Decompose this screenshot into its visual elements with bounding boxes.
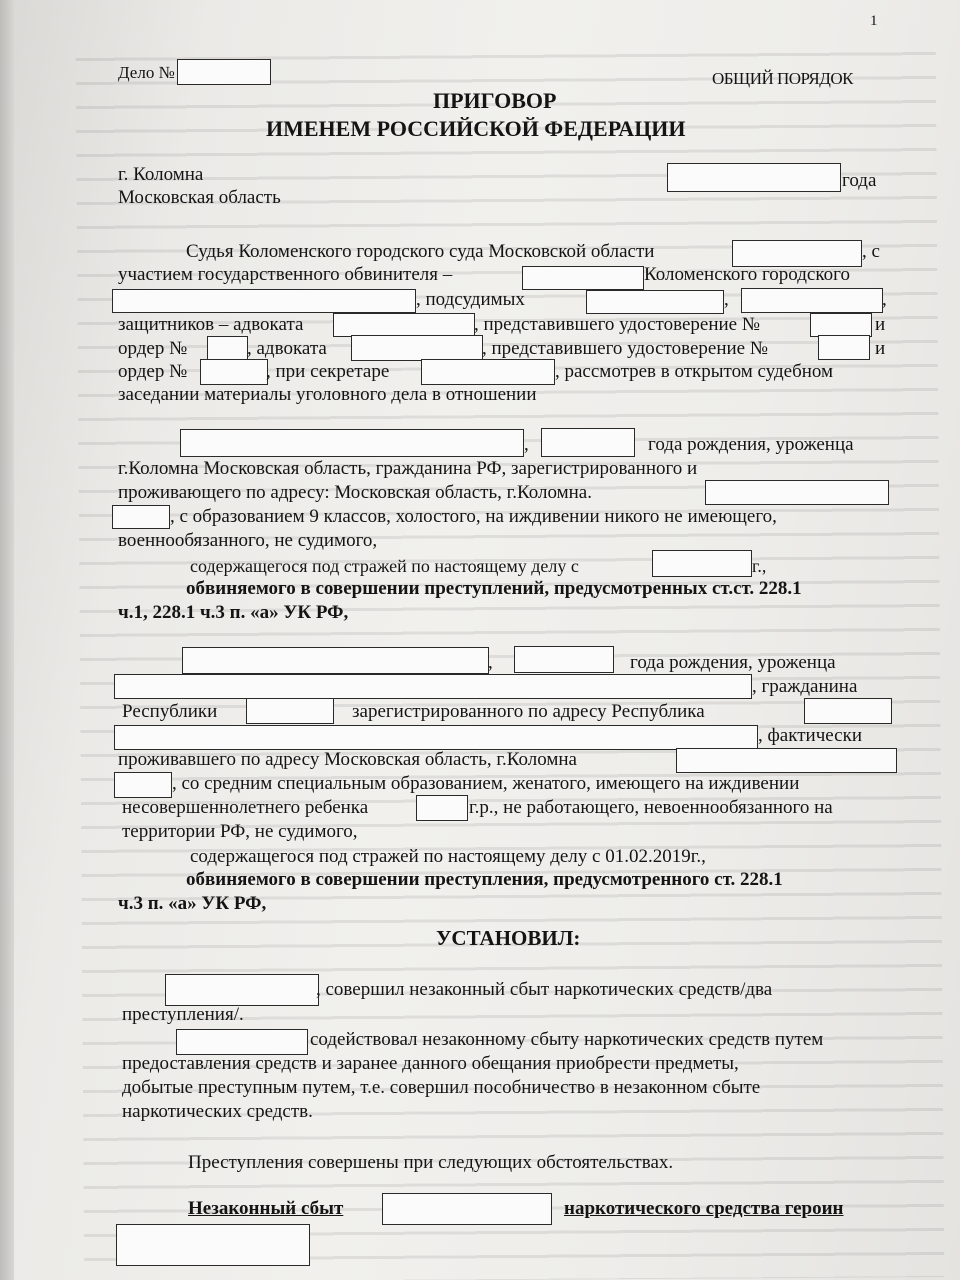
redaction-box xyxy=(382,1193,552,1225)
redaction-box xyxy=(246,698,334,724)
defendant1-line: проживающего по адресу: Московская область, г.Коломна. xyxy=(118,482,592,503)
established-line: предоставления средств и заранее данного обещания приобрести предметы, xyxy=(122,1053,739,1074)
redaction-box xyxy=(114,674,752,699)
established-line: наркотических средств. xyxy=(122,1101,313,1122)
defendant1-line: военнообязанного, не судимого, xyxy=(118,530,378,551)
defendant1-charge: обвиняемого в совершении преступлений, предусмотренных ст.ст. 228.1 xyxy=(186,578,802,599)
intro-line: , подсудимых xyxy=(416,289,525,310)
redaction-box xyxy=(541,428,635,457)
defendant1-line: г.Коломна Московская область, гражданина РФ, зарегистрированного и xyxy=(118,458,698,479)
intro-line: участием государственного обвинителя – xyxy=(118,264,453,285)
page-number: 1 xyxy=(870,13,878,29)
redaction-box xyxy=(421,359,555,385)
defendant2-line: Республики xyxy=(122,701,218,722)
redaction-box xyxy=(416,795,468,821)
defendant2-line: , фактически xyxy=(758,725,862,746)
defendant1-line: года рождения, уроженца xyxy=(648,434,854,455)
defendant1-line: , с образованием 9 классов, холостого, на иждивении никого не имеющего, xyxy=(170,506,777,527)
defendant2-line: , xyxy=(488,652,493,673)
intro-line: , адвоката xyxy=(247,338,327,359)
redaction-box xyxy=(810,313,872,337)
established-line: содействовал незаконному сбыту наркотических средств путем xyxy=(310,1029,824,1050)
intro-line: , рассмотрев в открытом судебном xyxy=(555,361,834,382)
established-line: преступления/. xyxy=(122,1004,244,1025)
defendant1-charge: ч.1, 228.1 ч.3 п. «а» УК РФ, xyxy=(118,602,349,623)
redaction-box xyxy=(176,1029,308,1055)
defendant1-custody: содержащегося под стражей по настоящему делу с xyxy=(190,556,579,576)
place-year-suffix: года xyxy=(842,170,877,191)
intro-line: , представившего удостоверение № xyxy=(482,338,768,359)
established-heading: УСТАНОВИЛ: xyxy=(436,926,581,950)
intro-line: , xyxy=(882,289,887,310)
redaction-box xyxy=(667,163,841,192)
intro-line: Коломенского городского xyxy=(644,264,850,285)
defendant2-line: проживавшего по адресу Московская область, г.Коломна xyxy=(118,749,577,770)
defendant2-charge: ч.3 п. «а» УК РФ, xyxy=(118,893,267,914)
procedure-label: ОБЩИЙ ПОРЯДОК xyxy=(712,69,853,88)
intro-line: ордер № xyxy=(118,361,188,382)
redaction-box xyxy=(705,480,889,505)
established-line: добытые преступным путем, т.е. совершил пособничество в незаконном сбыте xyxy=(122,1077,761,1098)
established-subheading: наркотического средства героин xyxy=(564,1198,844,1219)
intro-line: Судья Коломенского городского суда Московской области xyxy=(186,241,655,262)
page-edge xyxy=(0,0,14,1280)
intro-line: , xyxy=(724,289,729,310)
defendant2-custody: содержащегося под стражей по настоящему делу с 01.02.2019г., xyxy=(190,846,706,867)
defendant1-line: , xyxy=(524,434,529,455)
defendant2-line: несовершеннолетнего ребенка xyxy=(122,797,369,818)
redaction-box xyxy=(586,290,724,314)
defendant2-line: , гражданина xyxy=(752,676,858,697)
redaction-box xyxy=(112,505,170,529)
established-line: , совершил незаконный сбыт наркотических средств/два xyxy=(316,979,773,1000)
established-subheading: Незаконный сбыт xyxy=(188,1198,344,1219)
established-circumstances: Преступления совершены при следующих обстоятельствах. xyxy=(188,1152,674,1173)
place-city: г. Коломна xyxy=(118,164,204,185)
redaction-box xyxy=(804,698,892,724)
redaction-box xyxy=(200,359,268,385)
intro-line: , при секретаре xyxy=(266,361,390,382)
redaction-box xyxy=(116,1224,310,1266)
redaction-box xyxy=(207,336,248,361)
defendant1-custody-suffix: г., xyxy=(752,556,767,576)
intro-line: защитников – адвоката xyxy=(118,314,304,335)
case-number-label: Дело № xyxy=(118,63,175,82)
intro-line: ордер № xyxy=(118,338,188,359)
redaction-box xyxy=(741,288,883,313)
redaction-box xyxy=(676,748,897,773)
redaction-box xyxy=(732,240,862,267)
redaction-box xyxy=(177,59,271,85)
redaction-box xyxy=(114,772,172,798)
intro-line: , с xyxy=(862,241,880,262)
defendant2-line: года рождения, уроженца xyxy=(630,652,836,673)
defendant2-line: территории РФ, не судимого, xyxy=(122,821,358,842)
redaction-box xyxy=(182,647,489,674)
defendant2-charge: обвиняемого в совершении преступления, предусмотренного ст. 228.1 xyxy=(186,869,783,890)
redaction-box xyxy=(351,335,483,361)
defendant2-line: , со средним специальным образованием, женатого, имеющего на иждивении xyxy=(172,773,800,794)
title-verdict: ПРИГОВОР xyxy=(433,88,557,113)
intro-line: , представившего удостоверение № xyxy=(474,314,760,335)
redaction-box xyxy=(514,646,614,673)
redaction-box xyxy=(333,313,475,337)
place-region: Московская область xyxy=(118,187,281,208)
defendant2-line: зарегистрированного по адресу Республика xyxy=(352,701,705,722)
intro-line: и xyxy=(875,338,886,359)
redaction-box xyxy=(112,289,416,313)
intro-line: и xyxy=(875,314,886,335)
redaction-box xyxy=(652,550,752,577)
redaction-box xyxy=(114,725,758,750)
redaction-box xyxy=(522,266,644,290)
defendant2-line: г.р., не работающего, невоеннообязанного на xyxy=(469,797,833,818)
redaction-box xyxy=(165,974,319,1006)
redaction-box xyxy=(818,335,870,360)
intro-line: заседании материалы уголовного дела в отношении xyxy=(118,384,537,405)
title-federation: ИМЕНЕМ РОССИЙСКОЙ ФЕДЕРАЦИИ xyxy=(266,116,686,141)
redaction-box xyxy=(180,429,524,457)
